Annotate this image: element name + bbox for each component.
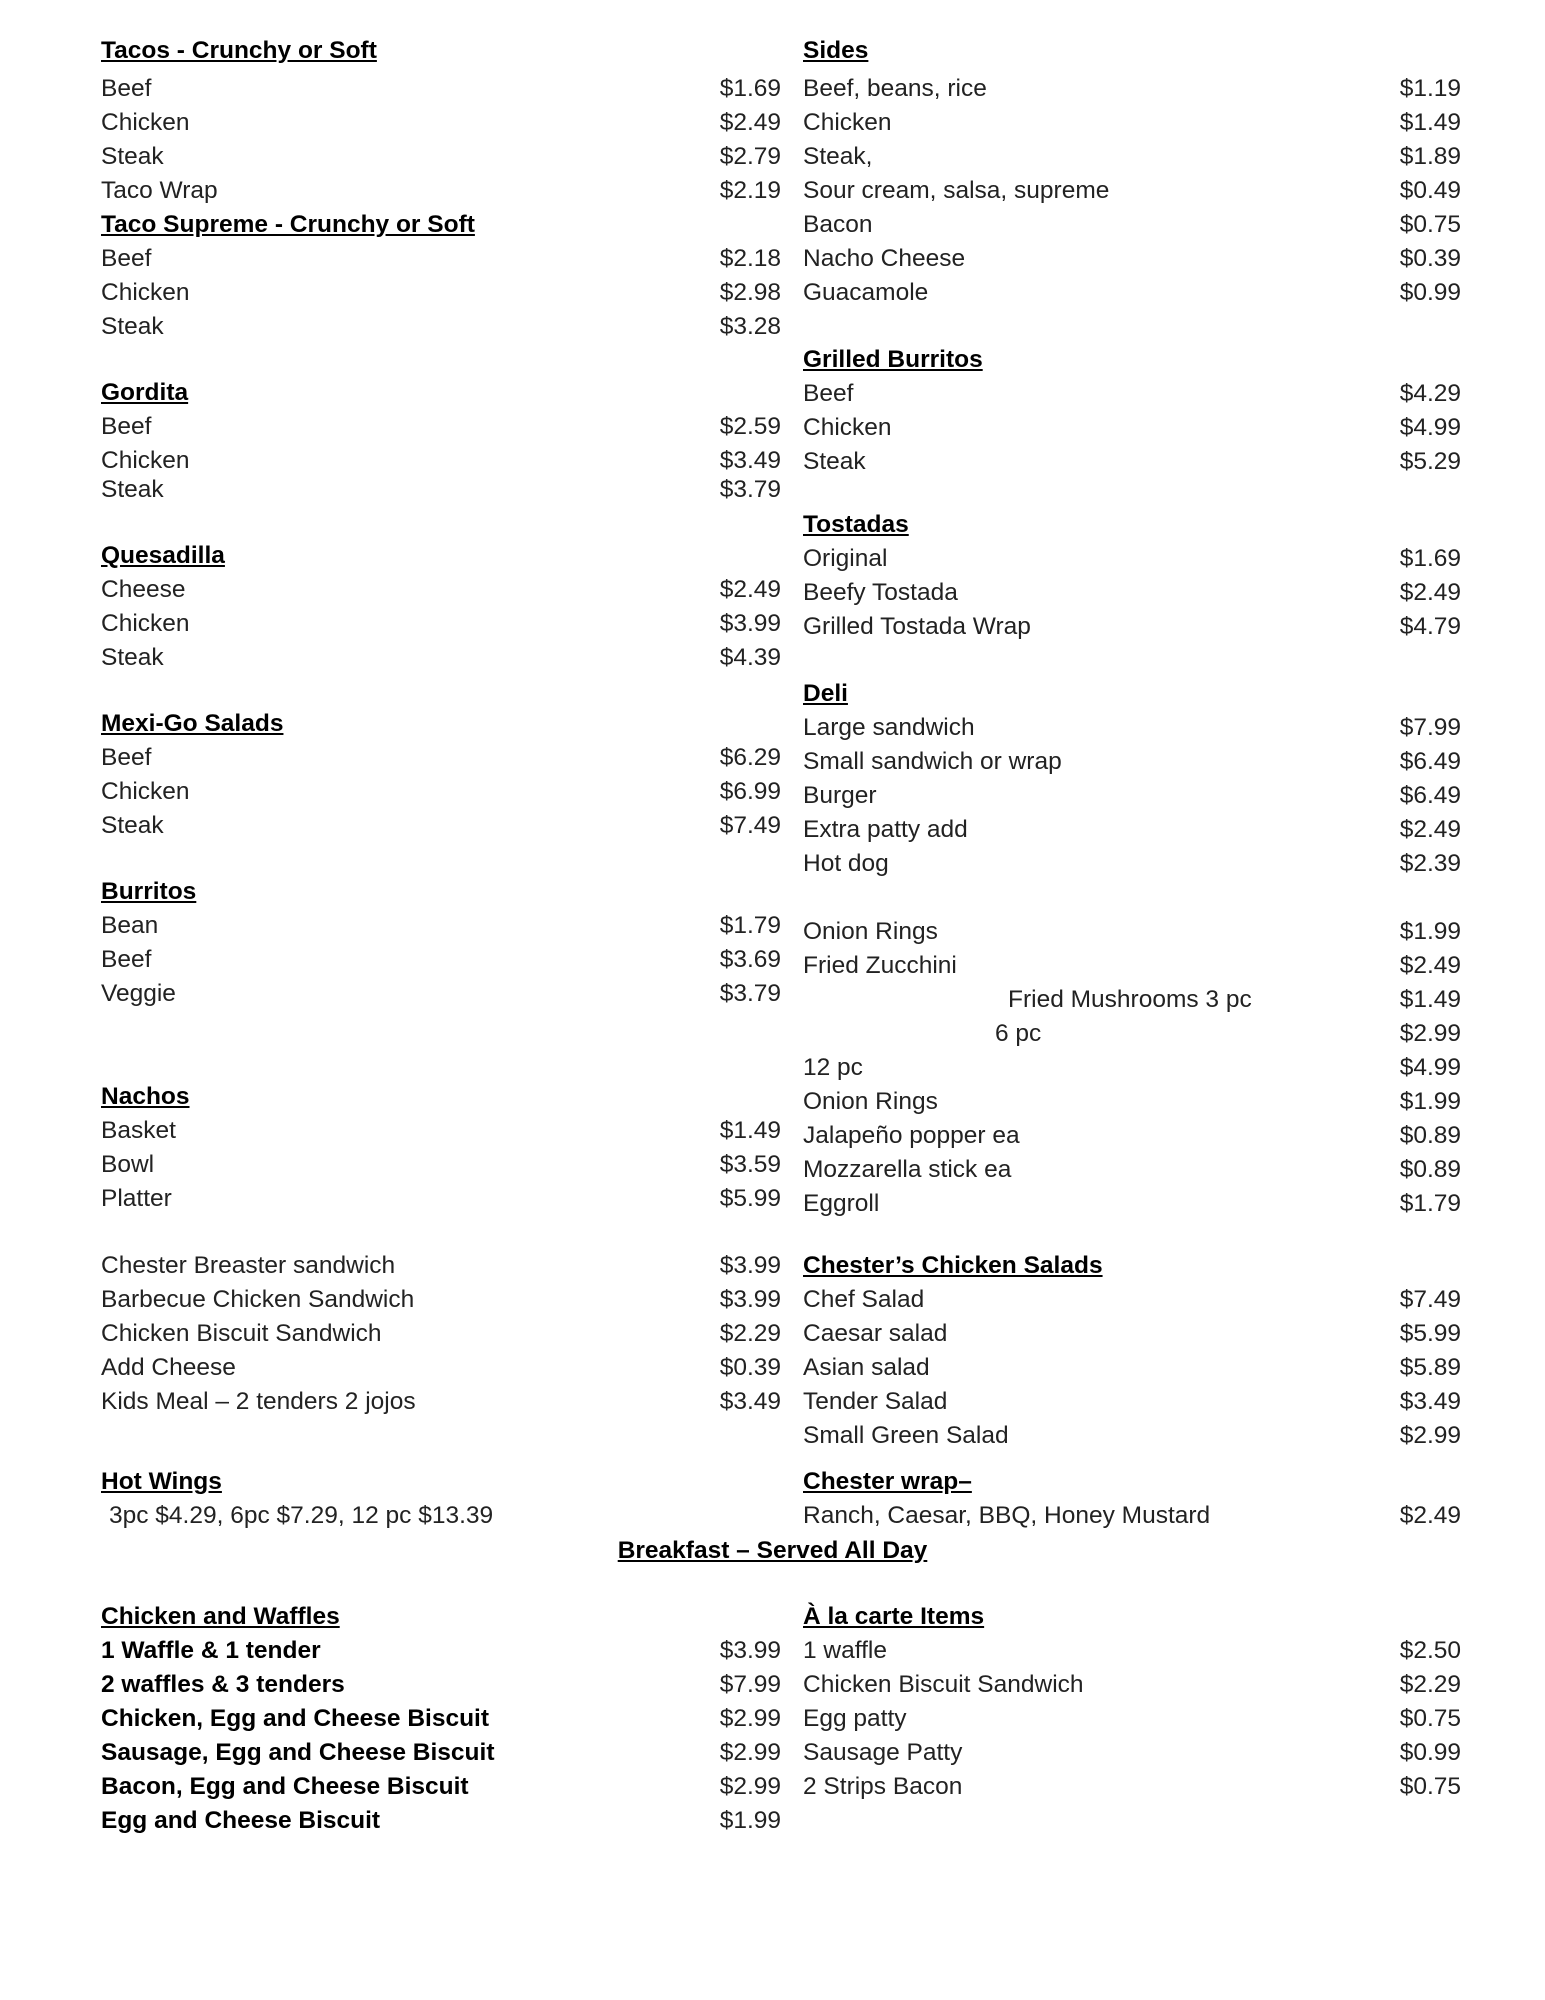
item-price: $2.29 xyxy=(719,1320,781,1347)
menu-item-beef xyxy=(803,377,1461,411)
item-price: $2.98 xyxy=(719,279,781,306)
menu-item-beefy-tostada xyxy=(803,576,1461,610)
item-price: $3.49 xyxy=(1399,1388,1461,1415)
item-name: 2 waffles & 3 tenders xyxy=(101,1671,345,1698)
breakfast-heading: Breakfast – Served All Day xyxy=(617,1537,928,1564)
menu-item-kids-meal-2-tenders-2-jojos xyxy=(101,1385,781,1419)
menu-item-ranch-caesar-bbq-honey-mustard xyxy=(803,1499,1461,1533)
section-heading-la-carte-items xyxy=(803,1600,1461,1634)
section-title: Nachos xyxy=(101,1083,190,1110)
item-price: $7.49 xyxy=(719,812,781,839)
item-name: Eggroll xyxy=(803,1190,880,1217)
section-title: Sides xyxy=(803,37,869,64)
section-title: Chester’s Chicken Salads xyxy=(803,1252,1103,1279)
item-name: Bean xyxy=(101,912,159,939)
item-price: $3.79 xyxy=(719,476,781,503)
menu-item-large-sandwich xyxy=(803,711,1461,745)
menu-item-beef-beans-rice xyxy=(803,72,1461,106)
item-price: $1.79 xyxy=(1399,1190,1461,1217)
item-name: Hot dog xyxy=(803,850,889,877)
menu-item-egg-and-cheese-biscuit xyxy=(101,1804,781,1838)
item-name: Bacon xyxy=(803,211,873,238)
item-name: Chicken Biscuit Sandwich xyxy=(101,1320,382,1347)
item-price: $4.79 xyxy=(1399,613,1461,640)
menu-item-hot-dog xyxy=(803,847,1461,881)
menu-item-add-cheese xyxy=(101,1351,781,1385)
item-name: Beef, beans, rice xyxy=(803,75,987,102)
menu-item-chef-salad xyxy=(803,1283,1461,1317)
item-price: $6.99 xyxy=(719,778,781,805)
item-name: 1 Waffle & 1 tender xyxy=(101,1637,321,1664)
menu-item-steak xyxy=(101,310,781,344)
item-name: Barbecue Chicken Sandwich xyxy=(101,1286,415,1313)
item-price: $2.99 xyxy=(1399,1422,1461,1449)
item-name: Chicken xyxy=(101,109,190,136)
item-price: $1.49 xyxy=(1399,109,1461,136)
menu-item-nacho-cheese xyxy=(803,242,1461,276)
section-heading-chicken-and-waffles xyxy=(101,1600,781,1634)
item-price: $3.49 xyxy=(719,447,781,474)
menu-item-beef xyxy=(101,242,781,276)
item-name: Large sandwich xyxy=(803,714,975,741)
item-price: $4.29 xyxy=(1399,380,1461,407)
item-price: $6.49 xyxy=(1399,748,1461,775)
item-name: Beefy Tostada xyxy=(803,579,958,606)
menu-item-eggroll xyxy=(803,1187,1461,1221)
item-name: Steak xyxy=(101,812,164,839)
menu-item-1-waffle-1-tender xyxy=(101,1634,781,1668)
item-price: $5.29 xyxy=(1399,448,1461,475)
section-heading-sides xyxy=(803,34,1461,68)
item-name: Chicken xyxy=(803,414,892,441)
item-name: Beef xyxy=(101,75,152,102)
menu-item-chicken-biscuit-sandwich xyxy=(101,1317,781,1351)
menu-item-3pc-4-29-6pc-7-29-12-pc-13-39 xyxy=(101,1499,781,1533)
item-name: Jalapeño popper ea xyxy=(803,1122,1020,1149)
item-price: $3.59 xyxy=(719,1151,781,1178)
menu-item-steak xyxy=(101,809,781,843)
item-price: $6.49 xyxy=(1399,782,1461,809)
item-price: $3.28 xyxy=(719,313,781,340)
menu-item-chicken-egg-and-cheese-biscuit xyxy=(101,1702,781,1736)
menu-item-sausage-egg-and-cheese-biscuit xyxy=(101,1736,781,1770)
menu-item-6-pc xyxy=(803,1017,1461,1051)
item-name: Egg and Cheese Biscuit xyxy=(101,1807,381,1834)
item-price: $7.99 xyxy=(719,1671,781,1698)
section-title: Chester wrap– xyxy=(803,1468,972,1495)
item-name: Caesar salad xyxy=(803,1320,948,1347)
menu-item-jalape-o-popper-ea xyxy=(803,1119,1461,1153)
item-name: Egg patty xyxy=(803,1705,907,1732)
menu-item-steak xyxy=(101,473,781,507)
item-name: Beef xyxy=(101,413,152,440)
item-name: Steak xyxy=(101,143,164,170)
menu-item-onion-rings xyxy=(803,915,1461,949)
item-price: $1.69 xyxy=(719,75,781,102)
item-price: $2.99 xyxy=(719,1739,781,1766)
item-name: Chicken xyxy=(101,610,190,637)
item-price: $2.49 xyxy=(719,576,781,603)
menu-item-chicken xyxy=(101,276,781,310)
menu-item-12-pc xyxy=(803,1051,1461,1085)
item-name: Steak xyxy=(101,476,164,503)
menu-item-fried-mushrooms-3-pc xyxy=(803,983,1461,1017)
item-name: Ranch, Caesar, BBQ, Honey Mustard xyxy=(803,1502,1211,1529)
item-name: Steak xyxy=(101,644,164,671)
menu-item-bacon xyxy=(803,208,1461,242)
item-name: Burger xyxy=(803,782,877,809)
menu-item-barbecue-chicken-sandwich xyxy=(101,1283,781,1317)
item-name: Cheese xyxy=(101,576,186,603)
item-name: Chicken xyxy=(101,279,190,306)
item-name: Chicken xyxy=(803,109,892,136)
item-name: Chicken xyxy=(101,778,190,805)
menu-item-onion-rings xyxy=(803,1085,1461,1119)
item-name: Veggie xyxy=(101,980,176,1007)
menu-item-cheese xyxy=(101,573,781,607)
menu-item-beef xyxy=(101,943,781,977)
menu-item-bacon-egg-and-cheese-biscuit xyxy=(101,1770,781,1804)
item-price: $5.99 xyxy=(1399,1320,1461,1347)
item-price: $5.89 xyxy=(1399,1354,1461,1381)
item-price: $0.75 xyxy=(1399,211,1461,238)
section-heading-chester-wrap xyxy=(803,1465,1461,1499)
menu-item-steak xyxy=(803,445,1461,479)
item-price: $1.79 xyxy=(719,912,781,939)
menu-item-extra-patty-add xyxy=(803,813,1461,847)
section-title: Tostadas xyxy=(803,511,909,538)
item-name: Grilled Tostada Wrap xyxy=(803,613,1031,640)
item-name: Guacamole xyxy=(803,279,929,306)
item-price: $2.49 xyxy=(719,109,781,136)
item-name: Beef xyxy=(101,245,152,272)
menu-item-guacamole xyxy=(803,276,1461,310)
item-name: Onion Rings xyxy=(803,1088,938,1115)
item-name: Small Green Salad xyxy=(803,1422,1009,1449)
item-price: $1.99 xyxy=(719,1807,781,1834)
menu-item-beef xyxy=(101,410,781,444)
section-heading-gordita xyxy=(101,376,781,410)
item-price: $0.49 xyxy=(1399,177,1461,204)
section-title: Grilled Burritos xyxy=(803,346,983,373)
item-price: $1.89 xyxy=(1399,143,1461,170)
item-price: $2.49 xyxy=(1399,952,1461,979)
menu-item-2-strips-bacon xyxy=(803,1770,1461,1804)
menu-item-mozzarella-stick-ea xyxy=(803,1153,1461,1187)
item-name: Sausage, Egg and Cheese Biscuit xyxy=(101,1739,495,1766)
item-name: Steak xyxy=(101,313,164,340)
item-price: $1.19 xyxy=(1399,75,1461,102)
menu-item-fried-zucchini xyxy=(803,949,1461,983)
item-price: $3.99 xyxy=(719,1252,781,1279)
menu-item-chicken xyxy=(803,106,1461,140)
item-price: $2.79 xyxy=(719,143,781,170)
item-price: $3.69 xyxy=(719,946,781,973)
section-heading-tacos-crunchy-or-soft xyxy=(101,34,781,68)
menu-item-asian-salad xyxy=(803,1351,1461,1385)
section-heading-burritos xyxy=(101,875,781,909)
section-title: Deli xyxy=(803,680,848,707)
menu-item-basket xyxy=(101,1114,781,1148)
section-heading-grilled-burritos xyxy=(803,343,1461,377)
section-heading-deli xyxy=(803,677,1461,711)
item-name: Extra patty add xyxy=(803,816,968,843)
item-name: Basket xyxy=(101,1117,176,1144)
item-price: $0.39 xyxy=(719,1354,781,1381)
item-price: $1.49 xyxy=(719,1117,781,1144)
item-name: Sour cream, salsa, supreme xyxy=(803,177,1110,204)
section-heading-chester-s-chicken-salads xyxy=(803,1249,1461,1283)
item-price: $0.75 xyxy=(1399,1705,1461,1732)
item-name: Beef xyxy=(803,380,854,407)
menu-item-taco-wrap xyxy=(101,174,781,208)
section-title: Hot Wings xyxy=(101,1468,222,1495)
item-price: $2.59 xyxy=(719,413,781,440)
menu-item-veggie xyxy=(101,977,781,1011)
menu-item-2-waffles-3-tenders xyxy=(101,1668,781,1702)
item-price: $2.49 xyxy=(1399,1502,1461,1529)
section-heading-tostadas xyxy=(803,508,1461,542)
item-price: $0.89 xyxy=(1399,1122,1461,1149)
item-price: $0.39 xyxy=(1399,245,1461,272)
menu-item-chicken xyxy=(803,411,1461,445)
item-price: $3.79 xyxy=(719,980,781,1007)
item-name: 2 Strips Bacon xyxy=(803,1773,963,1800)
item-name: Add Cheese xyxy=(101,1354,236,1381)
menu-item-grilled-tostada-wrap xyxy=(803,610,1461,644)
item-name: Bowl xyxy=(101,1151,155,1178)
item-price: $1.99 xyxy=(1399,1088,1461,1115)
section-title: À la carte Items xyxy=(803,1603,985,1630)
menu-item-steak xyxy=(101,140,781,174)
menu-item-steak xyxy=(803,140,1461,174)
item-name: Steak xyxy=(803,448,866,475)
menu-item-1-waffle xyxy=(803,1634,1461,1668)
item-price: $0.75 xyxy=(1399,1773,1461,1800)
item-price: $3.99 xyxy=(719,1637,781,1664)
item-price: $3.99 xyxy=(719,610,781,637)
item-price: $7.99 xyxy=(1399,714,1461,741)
item-name: Chicken Biscuit Sandwich xyxy=(803,1671,1084,1698)
item-price: $2.99 xyxy=(719,1773,781,1800)
item-price: $3.99 xyxy=(719,1286,781,1313)
section-heading-nachos xyxy=(101,1080,781,1114)
item-name: Fried Zucchini xyxy=(803,952,957,979)
item-price: $1.69 xyxy=(1399,545,1461,572)
item-name: Bacon, Egg and Cheese Biscuit xyxy=(101,1773,469,1800)
menu-item-chicken xyxy=(101,106,781,140)
item-name: 6 pc xyxy=(995,1020,1042,1047)
item-price: $2.29 xyxy=(1399,1671,1461,1698)
menu-item-chester-breaster-sandwich xyxy=(101,1249,781,1283)
item-name: 12 pc xyxy=(803,1054,863,1081)
item-price: $2.50 xyxy=(1399,1637,1461,1664)
menu-item-original xyxy=(803,542,1461,576)
section-title: Tacos - Crunchy or Soft xyxy=(101,37,377,64)
item-name: Kids Meal – 2 tenders 2 jojos xyxy=(101,1388,416,1415)
item-price: $1.49 xyxy=(1399,986,1461,1013)
section-heading-taco-supreme-crunchy-or-soft xyxy=(101,208,781,242)
menu-item-small-green-salad xyxy=(803,1419,1461,1453)
item-price: $2.99 xyxy=(719,1705,781,1732)
menu-item-bowl xyxy=(101,1148,781,1182)
section-heading-hot-wings xyxy=(101,1465,781,1499)
item-name: Nacho Cheese xyxy=(803,245,966,272)
item-price: $5.99 xyxy=(719,1185,781,1212)
item-price: $6.29 xyxy=(719,744,781,771)
item-price: $2.49 xyxy=(1399,816,1461,843)
item-name: Chester Breaster sandwich xyxy=(101,1252,396,1279)
item-name: 1 waffle xyxy=(803,1637,887,1664)
item-price: $7.49 xyxy=(1399,1286,1461,1313)
menu-item-sour-cream-salsa-supreme xyxy=(803,174,1461,208)
item-price: $0.99 xyxy=(1399,1739,1461,1766)
menu-item-caesar-salad xyxy=(803,1317,1461,1351)
item-price: $4.99 xyxy=(1399,414,1461,441)
item-price: $1.99 xyxy=(1399,918,1461,945)
item-name: Mozzarella stick ea xyxy=(803,1156,1012,1183)
item-price: $2.49 xyxy=(1399,579,1461,606)
item-price: $0.89 xyxy=(1399,1156,1461,1183)
item-name: Chef Salad xyxy=(803,1286,925,1313)
menu-item-beef xyxy=(101,741,781,775)
section-heading-mexi-go-salads xyxy=(101,707,781,741)
section-heading-quesadilla xyxy=(101,539,781,573)
section-title: Gordita xyxy=(101,379,189,406)
item-name: Onion Rings xyxy=(803,918,938,945)
menu-item-platter xyxy=(101,1182,781,1216)
section-title: Quesadilla xyxy=(101,542,225,569)
menu-item-beef xyxy=(101,72,781,106)
item-name: Beef xyxy=(101,946,152,973)
menu-item-tender-salad xyxy=(803,1385,1461,1419)
item-price: $3.49 xyxy=(719,1388,781,1415)
item-name: Steak, xyxy=(803,143,873,170)
menu-item-sausage-patty xyxy=(803,1736,1461,1770)
menu-item-small-sandwich-or-wrap xyxy=(803,745,1461,779)
menu-item-steak xyxy=(101,641,781,675)
menu-item-burger xyxy=(803,779,1461,813)
section-title: Taco Supreme - Crunchy or Soft xyxy=(101,211,475,238)
menu-item-chicken-biscuit-sandwich xyxy=(803,1668,1461,1702)
item-name: Asian salad xyxy=(803,1354,930,1381)
item-name: Chicken xyxy=(101,447,190,474)
item-name: 3pc $4.29, 6pc $7.29, 12 pc $13.39 xyxy=(109,1502,494,1529)
item-name: Taco Wrap xyxy=(101,177,218,204)
menu-item-egg-patty xyxy=(803,1702,1461,1736)
item-name: Tender Salad xyxy=(803,1388,948,1415)
section-title: Burritos xyxy=(101,878,197,905)
item-name: Small sandwich or wrap xyxy=(803,748,1062,775)
item-name: Fried Mushrooms 3 pc xyxy=(1008,986,1252,1013)
item-name: Original xyxy=(803,545,888,572)
item-name: Sausage Patty xyxy=(803,1739,963,1766)
section-title: Chicken and Waffles xyxy=(101,1603,340,1630)
item-price: $0.99 xyxy=(1399,279,1461,306)
item-price: $4.99 xyxy=(1399,1054,1461,1081)
item-price: $2.99 xyxy=(1399,1020,1461,1047)
menu-item-chicken xyxy=(101,607,781,641)
item-name: Chicken, Egg and Cheese Biscuit xyxy=(101,1705,490,1732)
item-name: Beef xyxy=(101,744,152,771)
item-price: $2.19 xyxy=(719,177,781,204)
menu-item-bean xyxy=(101,909,781,943)
item-price: $2.18 xyxy=(719,245,781,272)
item-price: $2.39 xyxy=(1399,850,1461,877)
item-price: $4.39 xyxy=(719,644,781,671)
menu-item-chicken xyxy=(101,775,781,809)
item-name: Platter xyxy=(101,1185,172,1212)
section-title: Mexi-Go Salads xyxy=(101,710,284,737)
